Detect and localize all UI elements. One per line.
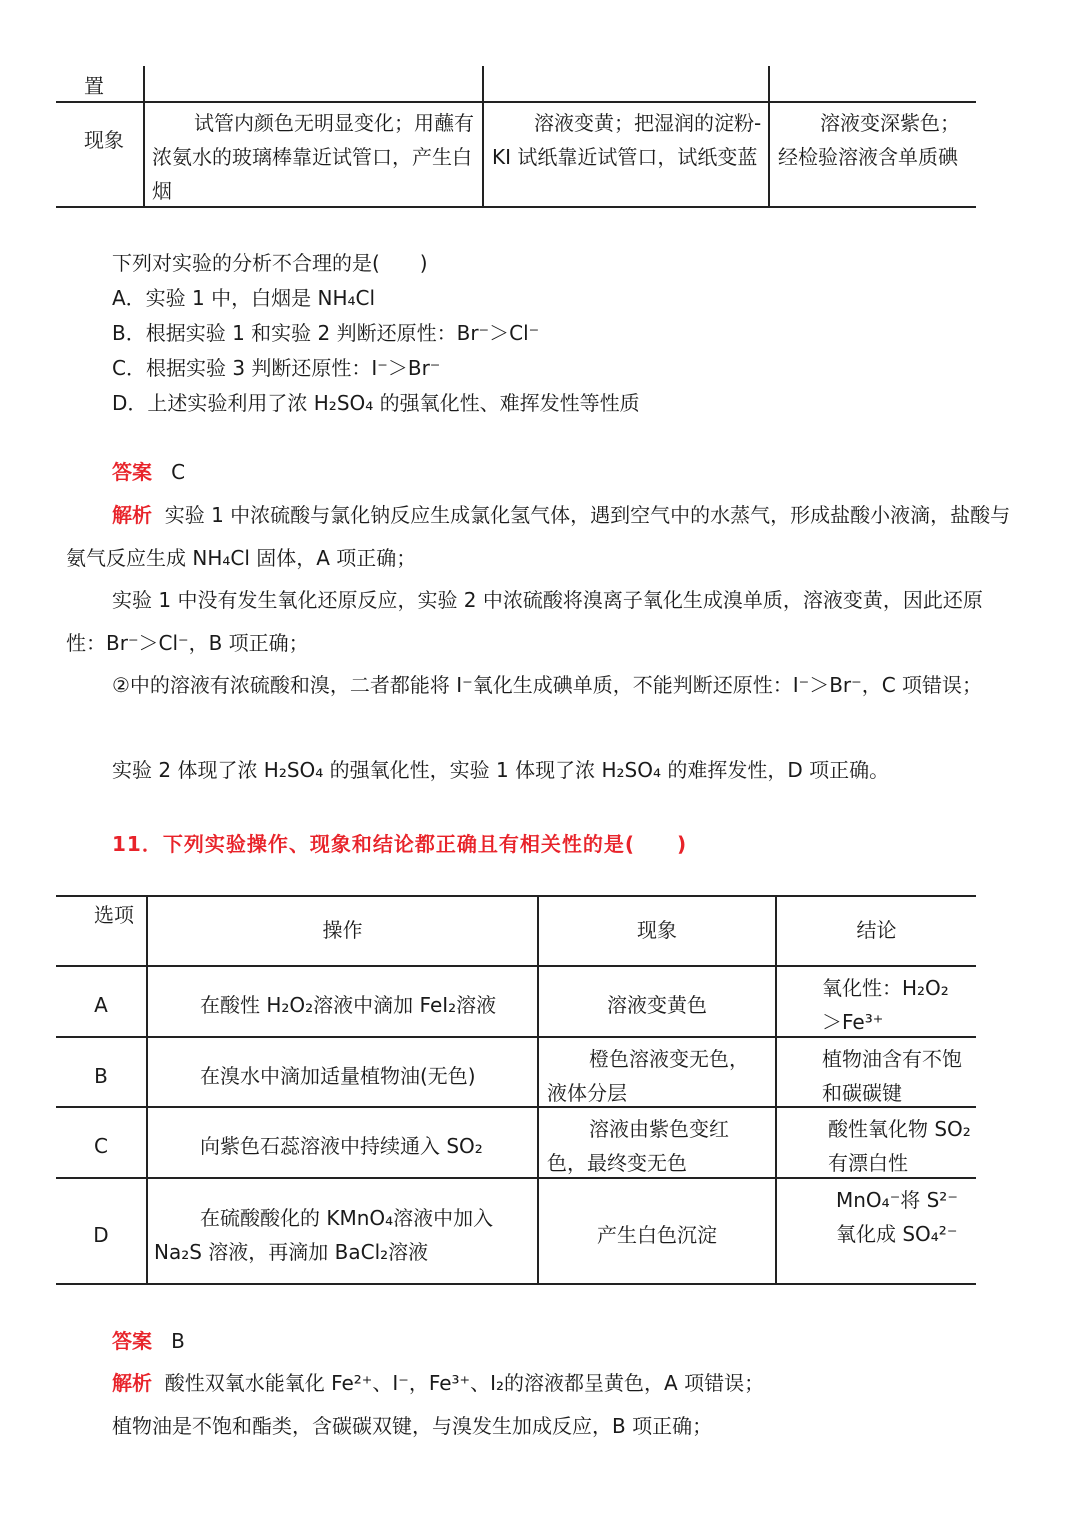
phenomenon-cell-1: 试管内颜色无明显变化；用蘸有浓氨水的玻璃棒靠近试管口，产生白烟 xyxy=(152,111,474,203)
analysis2-line-1 xyxy=(112,1366,764,1400)
row-d-conclusion: MnO₄⁻将 S²⁻氧化成 SO₄²⁻ xyxy=(836,1188,958,1246)
header-option: 选项 xyxy=(94,903,134,927)
question-11-title: 11．下列实验操作、现象和结论都正确且有相关性的是( ) xyxy=(112,832,688,856)
row-b-operation: 在溴水中滴加适量植物油(无色) xyxy=(200,1064,476,1088)
row-a-option: A xyxy=(94,993,108,1017)
analysis-paragraph-2: 实验 1 中没有发生氧化还原反应，实验 2 中浓硫酸将溴离子氧化生成溴单质，溶液变黄，因此还原性：Br⁻＞Cl⁻，B 项正确； xyxy=(66,588,983,655)
row-b-conclusion: 植物油含有不饱和碳碳键 xyxy=(822,1047,962,1105)
phenomenon-cell-3: 溶液变深紫色；经检验溶液含单质碘 xyxy=(778,111,960,169)
answer-line xyxy=(112,455,185,489)
row-c-conclusion: 酸性氧化物 SO₂有漂白性 xyxy=(828,1117,971,1175)
row-a-operation: 在酸性 H₂O₂溶液中滴加 FeI₂溶液 xyxy=(200,993,497,1017)
row-a-phenomenon: 溶液变黄色 xyxy=(607,993,707,1017)
analysis-label-2: 解析 xyxy=(112,1371,152,1395)
row-b-phenomenon: 橙色溶液变无色，液体分层 xyxy=(547,1047,749,1105)
header-operation: 操作 xyxy=(322,918,363,942)
option-a: A．实验 1 中，白烟是 NH₄Cl xyxy=(112,286,376,310)
answer-value: C xyxy=(171,460,186,484)
row-c-phenomenon: 溶液由紫色变红色，最终变无色 xyxy=(547,1117,729,1175)
experiment-table xyxy=(56,66,976,208)
row-label-phenomenon: 现象 xyxy=(84,128,124,152)
answer-line-2 xyxy=(112,1324,185,1358)
row-d-option: D xyxy=(93,1223,109,1247)
analysis2-line-2: 植物油是不饱和酯类，含碳碳双键，与溴发生加成反应，B 项正确； xyxy=(112,1414,713,1438)
analysis-label: 解析 xyxy=(112,503,152,527)
answer-label: 答案 xyxy=(112,460,152,484)
answer-value-2: B xyxy=(171,1329,185,1353)
row-b-option: B xyxy=(94,1064,108,1088)
analysis2-text-1: 酸性双氧水能氧化 Fe²⁺、I⁻，Fe³⁺、I₂的溶液都呈黄色，A 项错误； xyxy=(164,1371,765,1395)
analysis-text-1: 实验 1 中浓硫酸与氯化钠反应生成氯化氢气体，遇到空气中的水蒸气，形成盐酸小液滴，盐酸与氨气反应生成 NH₄Cl 固体，A 项正确； xyxy=(66,503,1011,570)
row-label-apparatus: 置 xyxy=(84,74,104,98)
header-phenomenon: 现象 xyxy=(637,918,677,942)
row-d-operation: 在硫酸酸化的 KMnO₄溶液中加入 Na₂S 溶液，再滴加 BaCl₂溶液 xyxy=(154,1206,494,1264)
analysis-paragraph-4: 实验 2 体现了浓 H₂SO₄ 的强氧化性，实验 1 体现了浓 H₂SO₄ 的难挥发性，D 项正确。 xyxy=(112,758,890,782)
analysis-paragraph-3: ②中的溶液有浓硫酸和溴，二者都能将 I⁻氧化生成碘单质，不能判断还原性：I⁻＞Br⁻，C 项错误； xyxy=(112,673,983,697)
row-c-option: C xyxy=(94,1134,108,1158)
row-d-phenomenon: 产生白色沉淀 xyxy=(597,1223,717,1247)
row-c-operation: 向紫色石蕊溶液中持续通入 SO₂ xyxy=(200,1134,483,1158)
option-c: C．根据实验 3 判断还原性：I⁻＞Br⁻ xyxy=(112,356,441,380)
header-conclusion: 结论 xyxy=(856,918,897,942)
option-b: B．根据实验 1 和实验 2 判断还原性：Br⁻＞Cl⁻ xyxy=(112,321,540,345)
row-a-conclusion: 氧化性：H₂O₂＞Fe³⁺ xyxy=(822,976,949,1034)
answer-label-2: 答案 xyxy=(112,1329,152,1353)
question-11-table xyxy=(56,895,976,1285)
phenomenon-cell-2: 溶液变黄；把湿润的淀粉-KI 试纸靠近试管口，试纸变蓝 xyxy=(492,111,762,169)
analysis-paragraph-1 xyxy=(66,494,1016,580)
option-d: D．上述实验利用了浓 H₂SO₄ 的强氧化性、难挥发性等性质 xyxy=(112,391,640,415)
question-stem: 下列对实验的分析不合理的是( ) xyxy=(112,251,428,275)
